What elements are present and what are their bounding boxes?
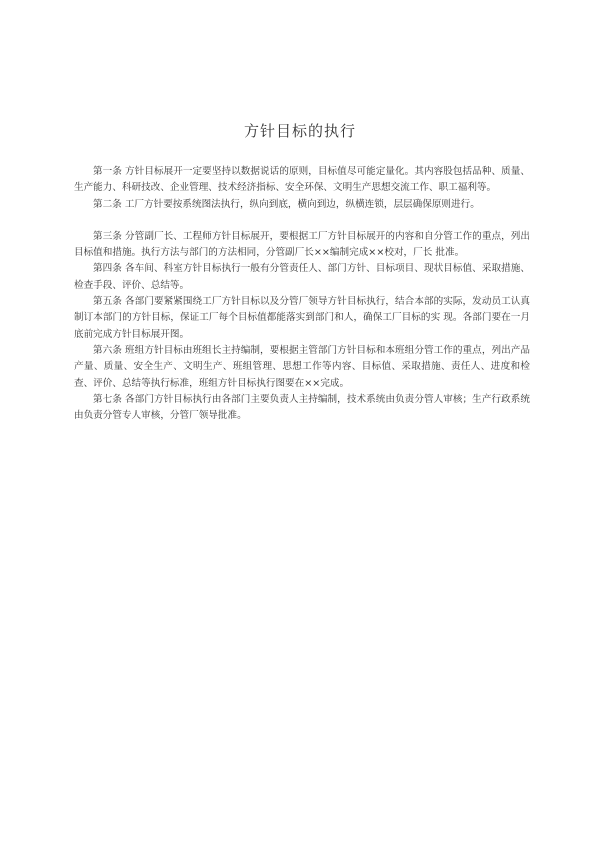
page-title: 方针目标的执行 [243, 122, 356, 140]
document-body [74, 164, 530, 424]
article-7: 第七条 各部门方针目标执行由各部门主要负责人主持编制，技术系统由负责分管人审核；生产行政系统由负责分管专人审核，分管厂领导批准。 [74, 393, 530, 422]
article-2: 第二条 工厂方针要按系统图法执行，纵向到底，横向到边，纵横连锁，层层确保原则进行。 [93, 198, 480, 210]
article-3: 第三条 分管副厂长、工程师方针目标展开，要根据工厂方针目标展开的内容和自分管工作的重点，列出目标值和措施。执行方法与部门的方法相同，分管副厂长××编制完成××校对，厂长 批准。 [74, 230, 530, 259]
article-5: 第五条 各部门要紧紧围绕工厂方针目标以及分管厂领导方针目标执行，结合本部的实际，发动员工认真制订本部门的方针目标，保证工厂每个目标值都能落实到部门和人，确保工厂目标的实 现。各部门要在一月底前完成方针目标展开图。 [74, 296, 530, 340]
article-4: 第四条 各车间、科室方针目标执行一般有分管责任人、部门方针、目标项目、现状目标值、采取措施、检查手段、评价、总结等。 [74, 263, 530, 291]
article-1: 第一条 方针目标展开一定要坚持以数据说话的原则，目标值尽可能定量化。其内容股包括品种、质量、生产能力、科研技改、企业管理、技术经济指标、安全环保、文明生产思想交流工作、职工福利等。 [74, 166, 530, 194]
article-6: 第六条 班组方针目标由班组长主持编制，要根据主管部门方针目标和本班组分管工作的重点，列出产品产量、质量、安全生产、文明生产、班组管理、思想工作等内容、目标值、采取措施、责任人、进度和检查、评价、总结等执行标准，班组方针目标执行图要在××完成。 [74, 344, 530, 389]
